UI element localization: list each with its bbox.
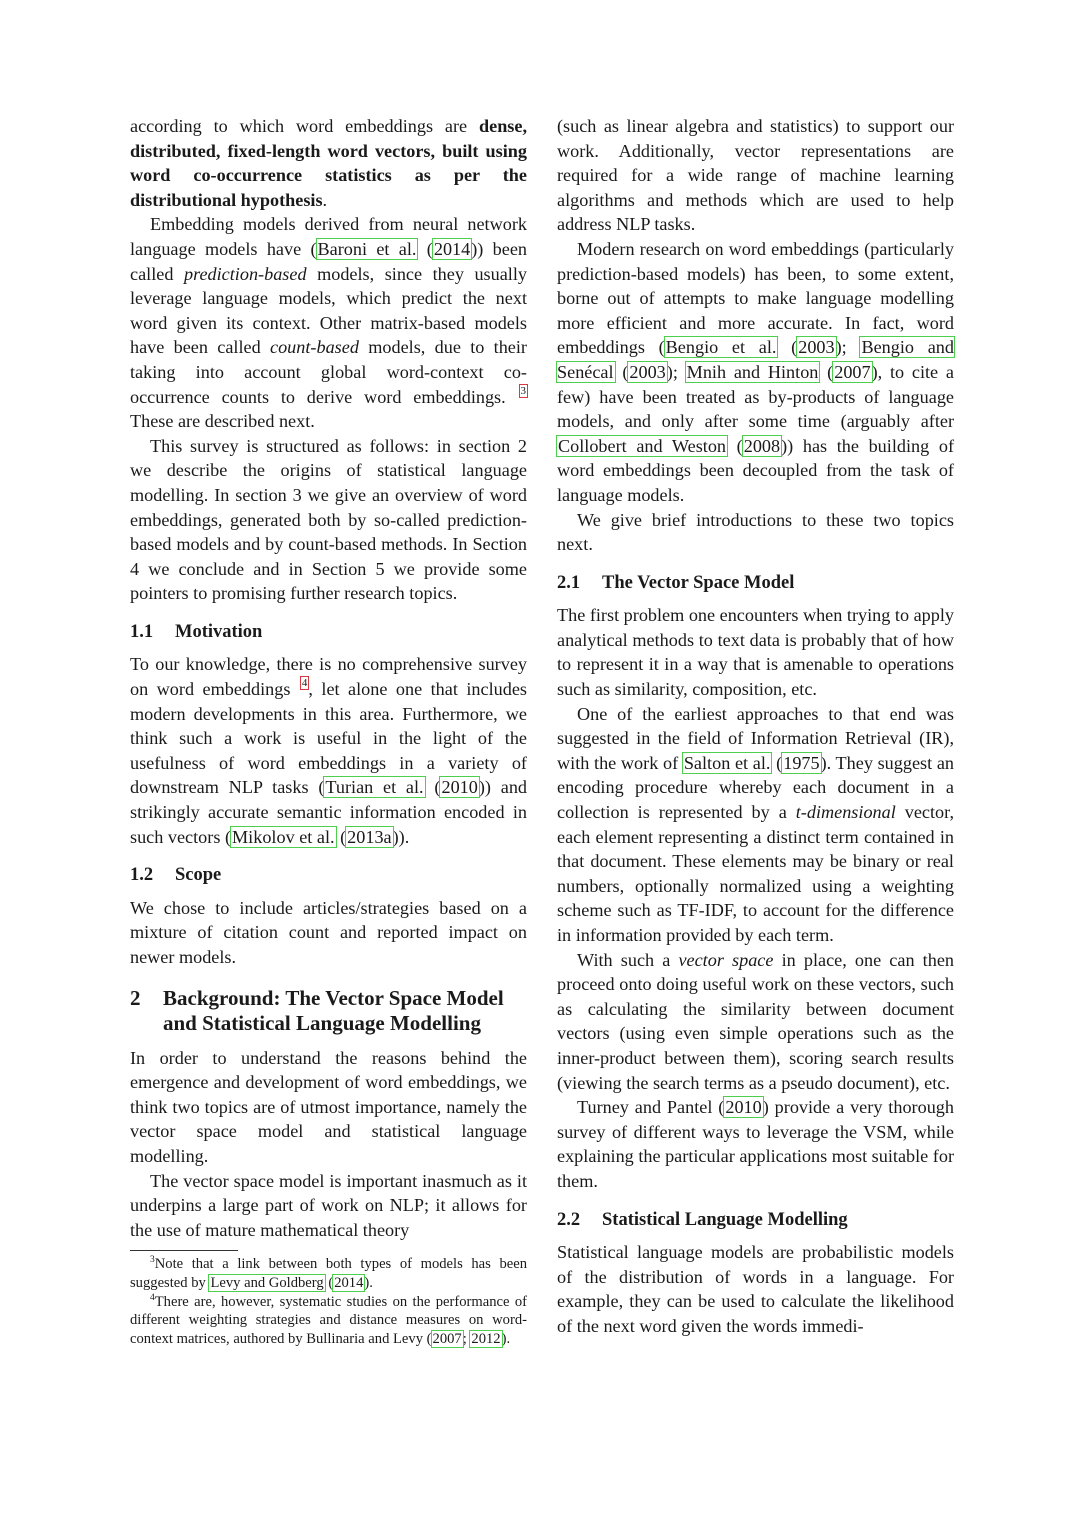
- citation-year-link[interactable]: 2008: [743, 435, 781, 456]
- section-heading-2: 2 Background: The Vector Space Model and Statistical Language Modelling: [130, 985, 504, 1035]
- paragraph: In order to understand the reasons behind the emergence and development of word embeddings, we think two topics are of utmost importance, namely the vector space model and statistical language modelling.: [130, 1047, 527, 1166]
- section-heading-2-1: 2.1 The Vector Space Model: [557, 572, 795, 593]
- paragraph: Embedding models derived from neural network language models have (Baroni et al. (2014)) been called prediction-based models, since they usually leverage language models, which predict the next word given its context. Other matrix-based models have been called count-based models, due to their taking into account global word-context co-occurrence counts to derive word embeddings. $^3$ These are described next.: [130, 214, 528, 432]
- citation-year-link[interactable]: 2007: [834, 361, 871, 382]
- paragraph: Statistical language models are probabilistic models of the distribution of words in a language. For example, they can be used to calculate the likelihood of the next word given the words immedi-: [557, 1242, 954, 1336]
- citation-year-link[interactable]: 2014: [334, 1274, 364, 1291]
- left-column: [130, 114, 527, 1348]
- citation-year-link[interactable]: 2010: [725, 1097, 762, 1118]
- paragraph: One of the earliest approaches to that end was suggested in the field of Information Retrieval (IR), with the work of Salton et al. (1975). They suggest an encoding procedure whereby each document in a collection is represented by a t-dimensional vector, each element representing a distinct term contained in that document. These elements may be binary or real numbers, optionally normalized using a weighting scheme such as TF-IDF, to account for the difference in information provided by each term.: [557, 703, 955, 945]
- citation-year-link[interactable]: 2003: [798, 337, 835, 358]
- citation-year-link[interactable]: 2003: [629, 361, 666, 382]
- citation-year-link[interactable]: 2012: [471, 1330, 501, 1347]
- citation-link[interactable]: Salton et al.: [683, 752, 771, 773]
- citation-year-link[interactable]: 2013a: [347, 826, 392, 847]
- citation-link[interactable]: Mnih and Hinton: [686, 361, 819, 382]
- citation-link[interactable]: Levy and Goldberg: [210, 1274, 324, 1291]
- citation-link[interactable]: Mikolov et al.: [232, 826, 335, 847]
- footnote-ref-link[interactable]: 3: [520, 384, 526, 397]
- paragraph: We give brief introductions to these two topics next.: [557, 509, 954, 555]
- paragraph: To our knowledge, there is no comprehensive survey on word embeddings $^4$, let alone one that includes modern developments in this area. Furthermore, we think such a work is useful in the light of the usefulness of word embeddings in a variety of downstream NLP tasks (Turian et al. (2010)) and strikingly accurate semantic information encoded in such vectors (Mikolov et al. (2013a)).: [130, 654, 528, 847]
- citation-link[interactable]: Bengio and Senécal: [557, 337, 954, 382]
- paragraph: (such as linear algebra and statistics) to support our work. Additionally, vector representations are required for a wide range of machine learning algorithms and methods which are used to help address NLP tasks.: [557, 116, 954, 235]
- footnote-3: $^3$Note that a link between both types of models has been suggested by Levy and Goldberg (2014).: [130, 1255, 527, 1291]
- citation-link[interactable]: Turian et al.: [325, 777, 424, 798]
- section-heading-1-2: 1.2 Scope: [130, 865, 222, 886]
- section-heading-2-2: 2.2 Statistical Language Modelling: [557, 1209, 848, 1230]
- paragraph: We chose to include articles/strategies based on a mixture of citation count and reported impact on newer models.: [130, 897, 527, 967]
- definition-bold: dense, distributed, fixed-length word vectors, built using word co-occurrence statistics as per the distributional hypothesis: [130, 116, 527, 210]
- paragraph: Modern research on word embeddings (particularly prediction-based models) has been, to some extent, borne out of attempts to make language modelling more efficient and more accurate. In fact, word embeddings (Bengio et al. (2003); Bengio and Senécal (2003); Mnih and Hinton (2007), to cite a few) have been treated as by-products of language models, and only after some time (arguably after Collobert and Weston (2008)) has the building of word embeddings been decoupled from the task of language models.: [557, 238, 955, 505]
- paragraph: according to which word embeddings are dense, distributed, fixed-length word vectors, built using word co-occurrence statistics as per the distributional hypothesis.: [130, 116, 527, 210]
- paragraph: This survey is structured as follows: in section 2 we describe the origins of statistical language modelling. In section 3 we give an overview of word embeddings, generated both by so-called prediction-based models and by count-based methods. In Section 4 we conclude and in Section 5 we provide some pointers to promising further research topics.: [130, 435, 527, 604]
- paragraph: Turney and Pantel (2010) provide a very thorough survey of different ways to leverage the VSM, while explaining the particular applications most suitable for them.: [557, 1097, 954, 1191]
- footnote-4: $^4$There are, however, systematic studies on the performance of different weighting strategies and distance measures on word-context matrices, authored by Bullinaria and Levy (2007; 2012).: [130, 1292, 527, 1347]
- footnote-divider: [130, 1250, 238, 1251]
- citation-link[interactable]: Bengio et al.: [665, 337, 777, 358]
- citation-year-link[interactable]: 2014: [433, 238, 471, 259]
- paragraph: The vector space model is important inasmuch as it underpins a large part of work on NLP; it allows for the use of mature mathematical theory: [130, 1170, 527, 1240]
- right-column: [557, 114, 954, 1339]
- paragraph: With such a vector space in place, one can then proceed onto doing useful work on these vectors, such as calculating the similarity between document vectors (using even simple operations such as the inner-product between them), scoring search results (viewing the search terms as a pseudo document), etc.: [557, 949, 954, 1093]
- citation-year-link[interactable]: 2007: [432, 1330, 462, 1347]
- citation-link[interactable]: Collobert and Weston: [558, 435, 727, 456]
- citation-link[interactable]: Baroni et al.: [317, 238, 417, 259]
- footnote-ref-link[interactable]: 4: [301, 677, 308, 690]
- citation-year-link[interactable]: 1975: [783, 752, 820, 773]
- citation-year-link[interactable]: 2010: [441, 777, 478, 798]
- paragraph: The first problem one encounters when trying to apply analytical methods to text data is probably that of how to represent it in a way that is amenable to operations such as similarity, composition, etc.: [557, 605, 954, 700]
- section-heading-1-1: 1.1 Motivation: [130, 621, 263, 642]
